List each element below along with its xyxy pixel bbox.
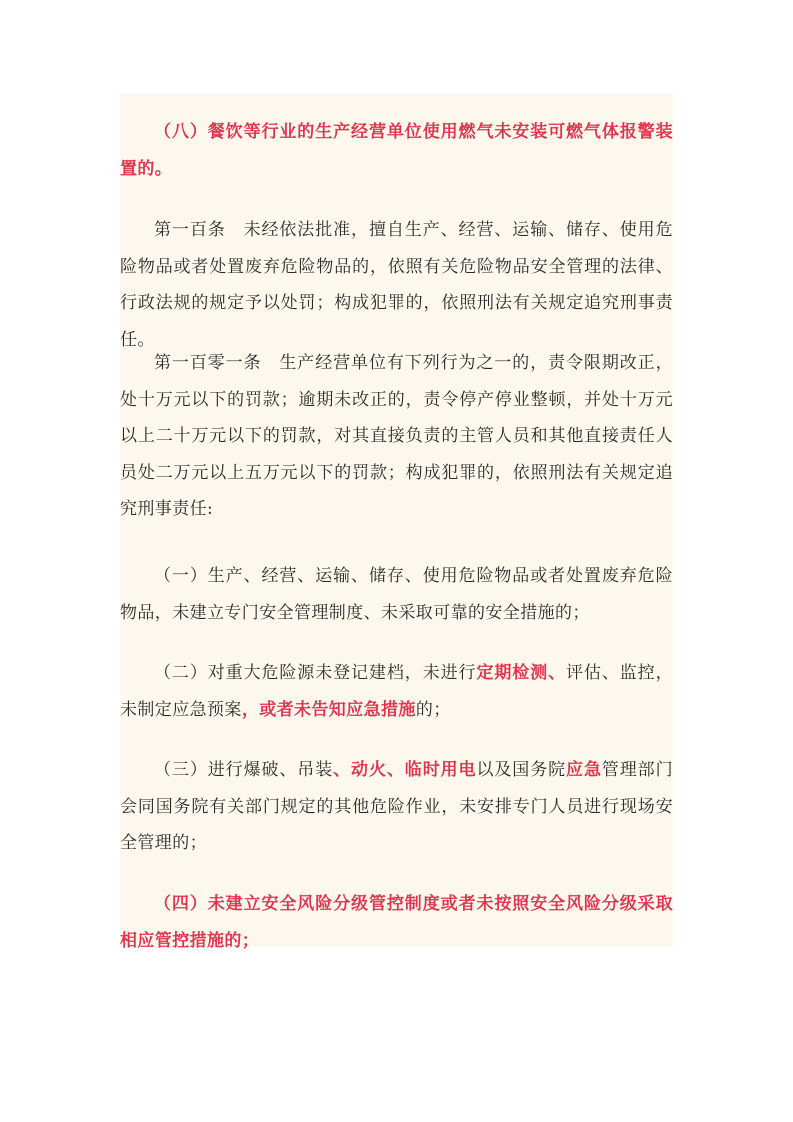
body-text: 评估、监控，未制定应急预案 (120, 663, 674, 720)
body-text: 的； (415, 699, 451, 720)
body-text: （二）对重大危险源未登记建档，未进行 (154, 663, 477, 683)
highlighted-text: 定期检测、 (476, 663, 567, 683)
body-text: （一）生产、经营、运输、储存、使用危险物品或者处置废弃危险物品，未建立专门安全管理制度、未采取可靠的安全措施的； (120, 566, 673, 623)
document-body (120, 94, 674, 951)
paragraph-item-3 (120, 752, 673, 862)
paragraph-article-101 (120, 345, 673, 528)
highlighted-text: （八）餐饮等行业的生产经营单位使用燃气未安装可燃气体报警装置的。 (120, 122, 673, 179)
body-text: 以及国务院 (476, 760, 567, 780)
paragraph-item-1 (120, 558, 673, 631)
paragraph-item-4 (120, 886, 673, 959)
highlighted-text: 应急 (566, 760, 602, 780)
highlighted-text: （四）未建立安全风险分级管控制度或者未按照安全风险分级采取相应管控措施的； (120, 894, 673, 951)
highlighted-text: ，或者未告知应急措施 (241, 699, 416, 720)
body-text: 第一百条 未经依法批准，擅自生产、经营、运输、储存、使用危险物品或者处置废弃危险物品的，依照有关危险物品安全管理的法律、行政法规的规定予以处罚；构成犯罪的，依照刑法有关规定追究刑事责任。 (120, 220, 673, 350)
paragraph-item-2 (120, 655, 673, 728)
paragraph-article-100 (120, 212, 673, 358)
body-text: 管理部门会同国务院有关部门规定的其他危险作业，未安排专门人员进行现场安全管理的； (120, 760, 673, 853)
body-text: （三）进行爆破、吊装 (154, 760, 334, 780)
paragraph-item-8 (120, 114, 673, 187)
highlighted-text: 、动火、临时用电 (333, 760, 477, 780)
body-text: 第一百零一条 生产经营单位有下列行为之一的，责令限期改正，处十万元以下的罚款；逾期未改正的，责令停产停业整顿，并处十万元以上二十万元以下的罚款，对其直接负责的主管人员和其他直接责任人员处二万元以上五万元以下的罚款；构成犯罪的，依照刑法有关规定追究刑事责任: (120, 353, 673, 519)
